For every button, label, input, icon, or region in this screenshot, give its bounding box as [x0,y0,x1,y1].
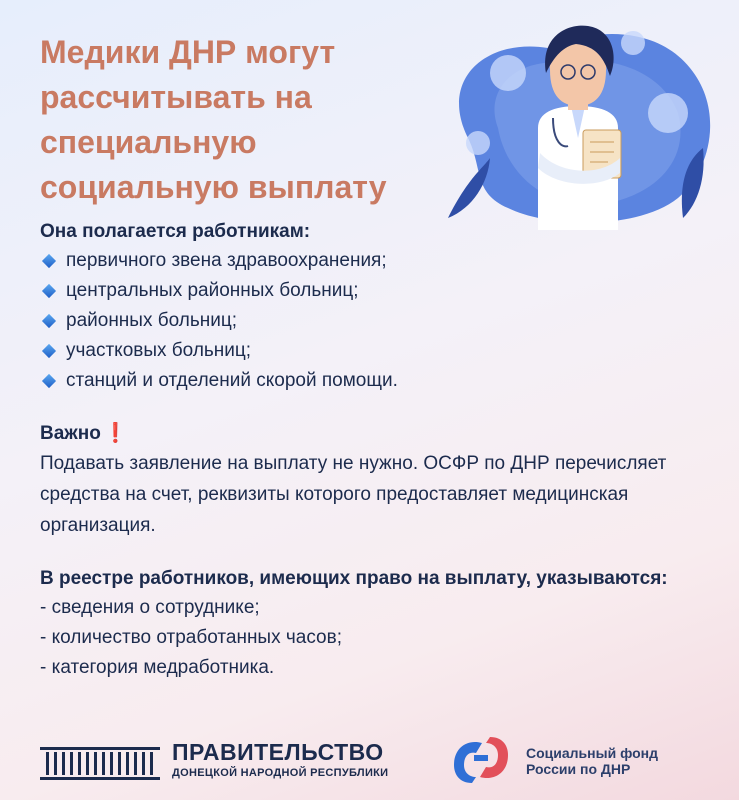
doctor-illustration [428,18,728,233]
exclamation-icon: ❗ [103,423,128,444]
diamond-bullet-icon [42,284,56,298]
registry-section [40,565,690,683]
list-item: - количество отработанных часов; [40,627,342,648]
important-section [40,420,690,541]
eligibility-heading: Она полагается работникам: [40,221,311,242]
government-logo-icon [40,741,160,781]
diamond-bullet-icon [42,314,56,328]
list-item: - сведения о сотруднике; [40,597,260,618]
list-item: первичного звена здравоохранения; [40,246,690,276]
government-subtitle: ДОНЕЦКОЙ НАРОДНОЙ РЕСПУБЛИКИ [172,767,389,779]
government-title: ПРАВИТЕЛЬСТВО [172,739,384,765]
important-heading: Важно ❗ [40,423,128,444]
diamond-bullet-icon [42,374,56,388]
sfr-logo-icon [446,735,516,785]
registry-list [40,593,690,683]
sfr-title: Социальный фонд России по ДНР [526,745,659,777]
eligibility-section [40,218,690,396]
page-title: Медики ДНР могут рассчитывать на специальную социальную выплату [40,34,387,205]
list-item: районных больниц; [40,306,690,336]
list-item: - категория медработника. [40,657,275,678]
footer [0,735,739,790]
list-item: участковых больниц; [40,336,690,366]
eligibility-list [40,246,690,396]
important-text: Подавать заявление на выплату не нужно. ОСФР по ДНР перечисляет средства на счет, реквизиты которого предоставляет медицинская организация. [40,453,667,536]
list-item: центральных районных больниц; [40,276,690,306]
diamond-bullet-icon [42,344,56,358]
diamond-bullet-icon [42,254,56,268]
registry-heading: В реестре работников, имеющих право на выплату, указываются: [40,568,668,589]
list-item: станций и отделений скорой помощи. [40,366,690,396]
